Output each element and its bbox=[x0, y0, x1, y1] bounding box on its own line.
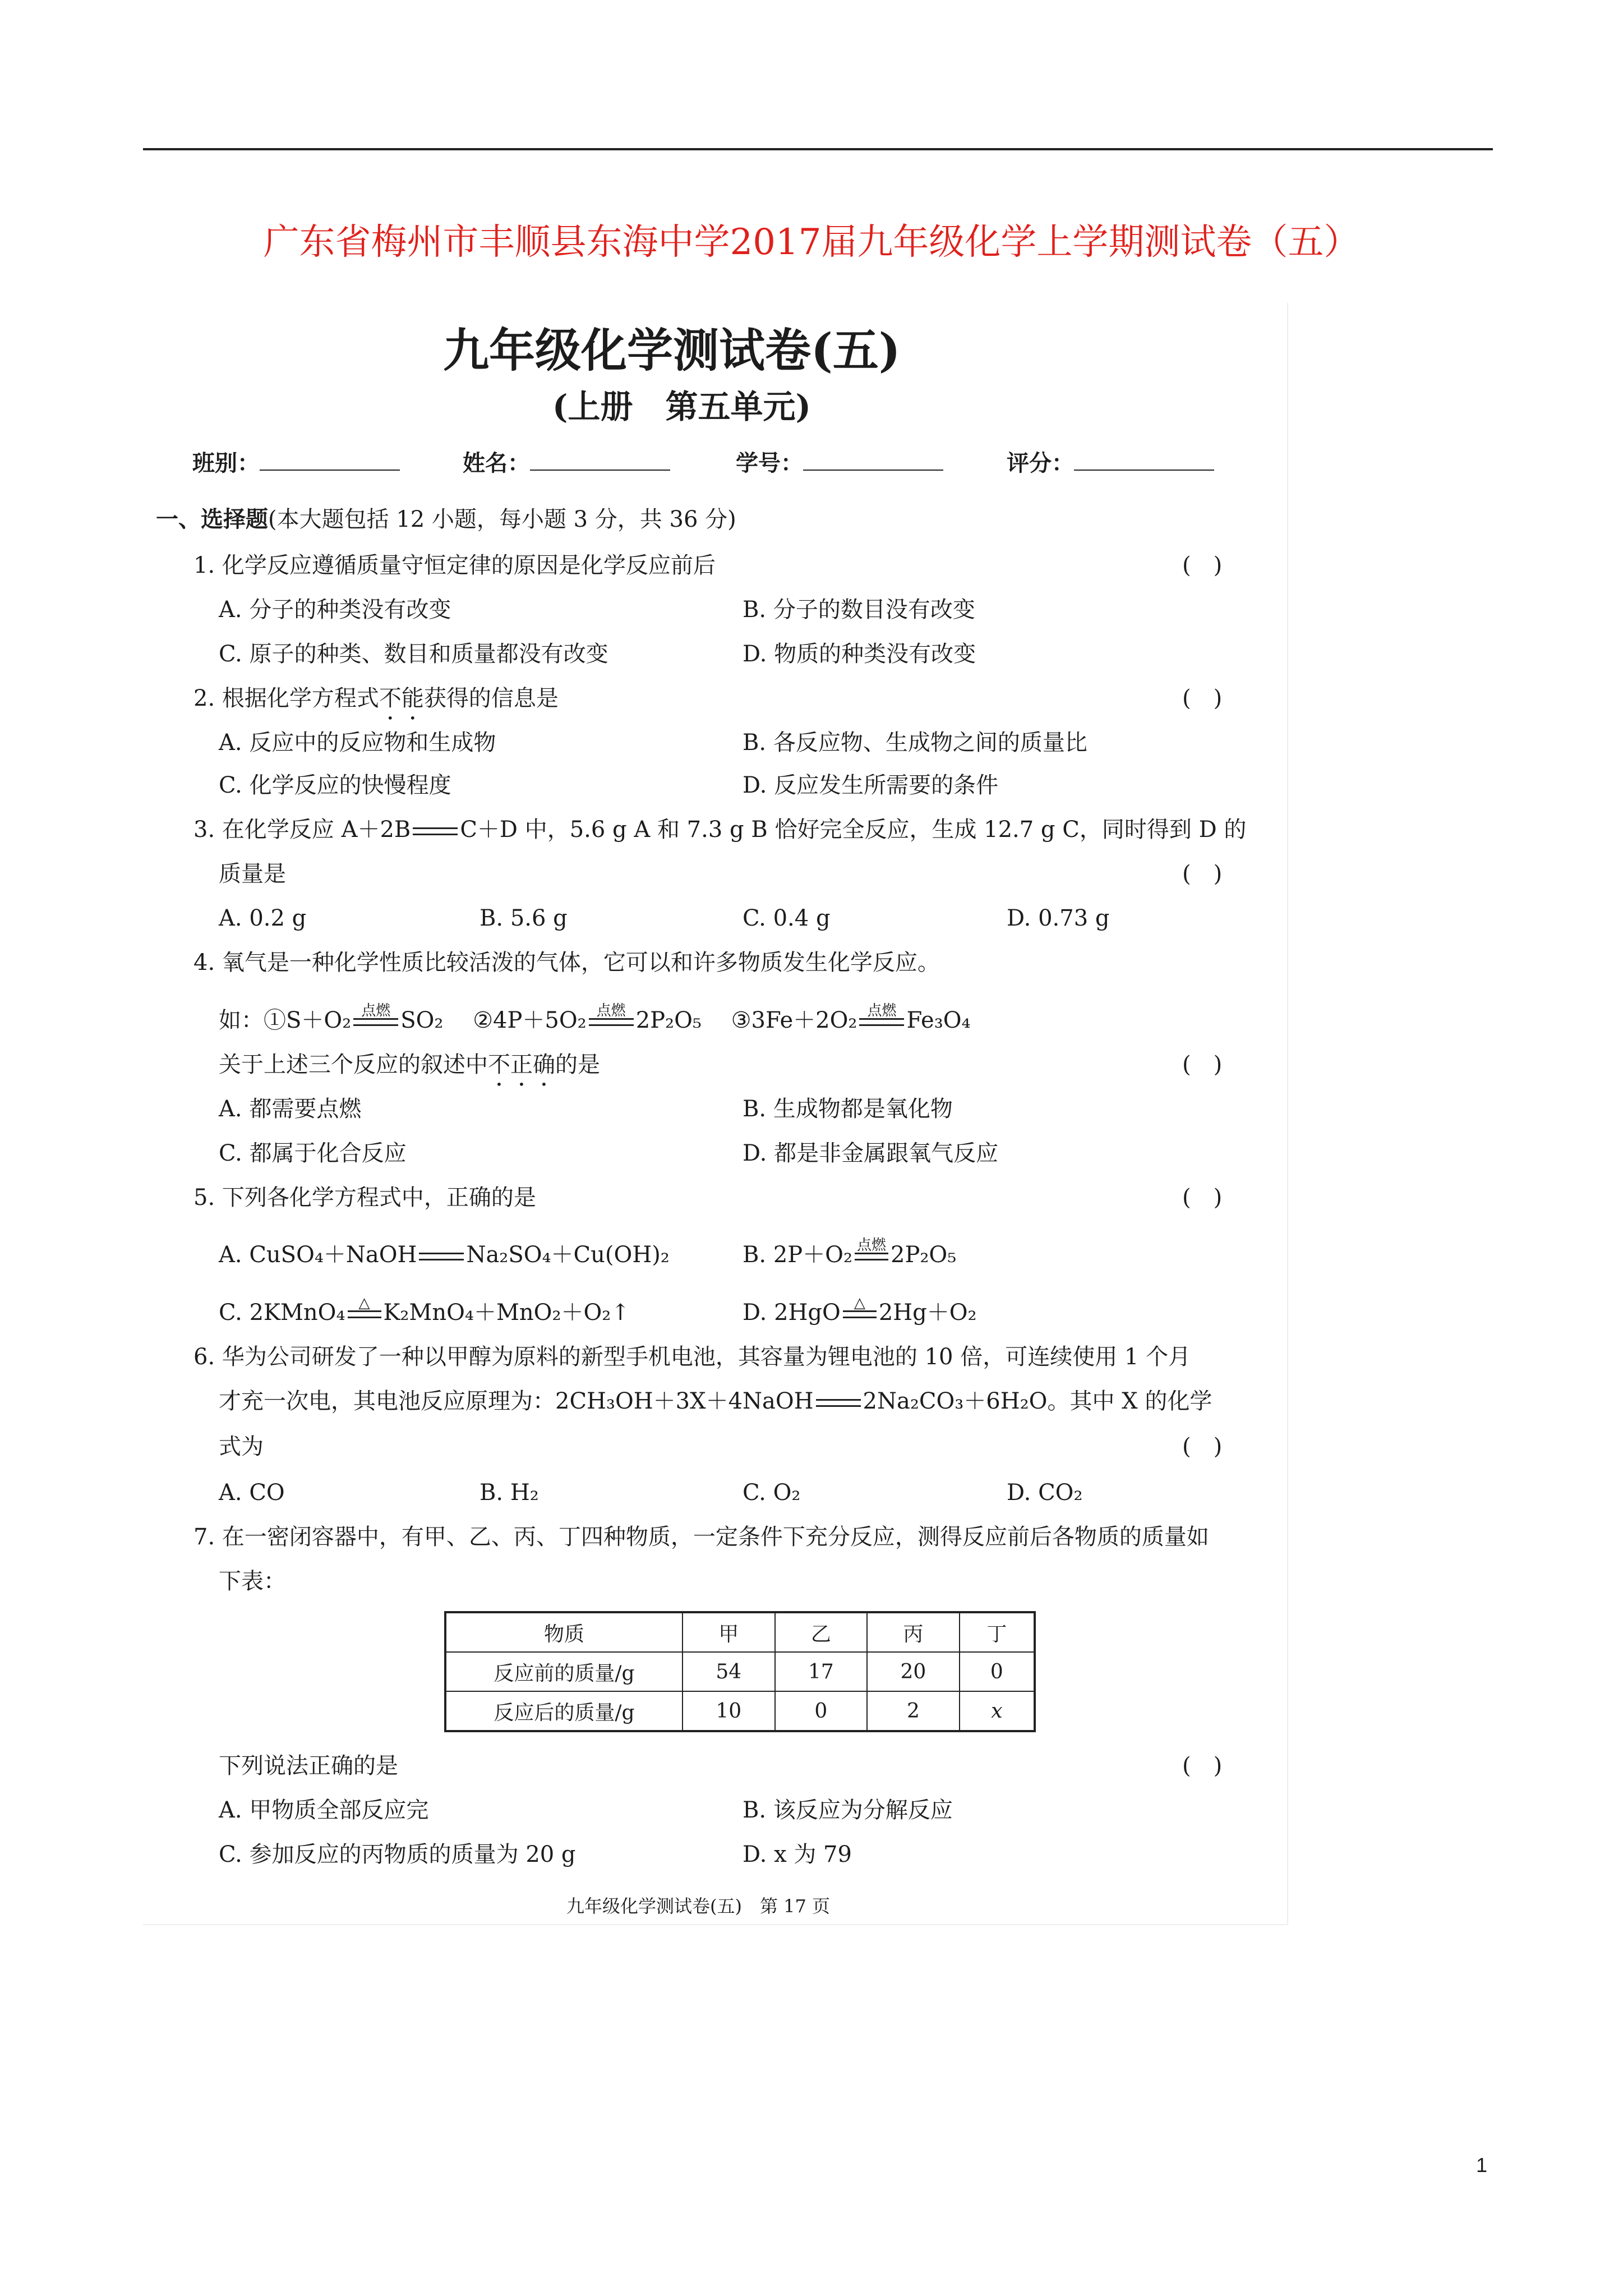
q1-option-a: A. 分子的种类没有改变 bbox=[219, 597, 451, 623]
answer-paren[interactable]: ( ) bbox=[1182, 553, 1223, 578]
eq-right: 2Hg＋O₂ bbox=[878, 1300, 977, 1326]
answer-paren[interactable]: ( ) bbox=[1182, 1434, 1223, 1460]
equals-sign bbox=[859, 1002, 904, 1026]
q2-option-b: B. 各反应物、生成物之间的质量比 bbox=[743, 730, 1087, 756]
field-score[interactable] bbox=[1007, 449, 1214, 477]
field-class[interactable] bbox=[192, 449, 400, 477]
condition-label: 点燃 bbox=[867, 1002, 897, 1019]
table-cell: 2 bbox=[867, 1691, 960, 1731]
answer-paren[interactable]: ( ) bbox=[1182, 861, 1223, 887]
q6-option-a: A. CO bbox=[219, 1480, 285, 1506]
emphasis-text: 不能 bbox=[379, 685, 424, 711]
document-title: 广东省梅州市丰顺县东海中学2017届九年级化学上学期测试卷（五） bbox=[263, 222, 1360, 263]
q2-option-c: C. 化学反应的快慢程度 bbox=[219, 772, 451, 798]
q4-option-a: A. 都需要点燃 bbox=[219, 1096, 362, 1122]
q6-stem-cont bbox=[219, 1387, 1212, 1415]
q2-stem bbox=[193, 684, 559, 725]
q1-stem: 1. 化学反应遵循质量守恒定律的原因是化学反应前后 bbox=[193, 553, 716, 578]
eq-left: D. 2HgO bbox=[743, 1300, 841, 1326]
table-cell: 17 bbox=[775, 1652, 868, 1691]
eq-left: C. 2KMnO₄ bbox=[219, 1300, 345, 1326]
stem-text: 获得的信息是 bbox=[423, 685, 559, 711]
q6-stem-cont2: 式为 bbox=[219, 1434, 264, 1460]
heat-symbol: △ bbox=[854, 1295, 865, 1312]
eq-left: B. 2P＋O₂ bbox=[743, 1242, 853, 1268]
mass-table bbox=[444, 1611, 1036, 1732]
equals-sign bbox=[353, 1002, 398, 1026]
answer-paren[interactable]: ( ) bbox=[1182, 1185, 1223, 1211]
q2-option-d: D. 反应发生所需要的条件 bbox=[743, 772, 999, 798]
table-cell: 0 bbox=[775, 1691, 868, 1731]
paper-title: 九年级化学测试卷(五) bbox=[443, 324, 901, 378]
q4-stem-cont bbox=[219, 1051, 600, 1091]
stem-text: C＋D 中，5.6 g A 和 7.3 g B 恰好完全反应，生成 12.7 g C，同时得到 D 的 bbox=[460, 817, 1247, 843]
q4-option-c: C. 都属于化合反应 bbox=[219, 1140, 407, 1166]
field-name[interactable] bbox=[463, 449, 670, 477]
table-header: 丙 bbox=[867, 1612, 960, 1652]
condition-label: 点燃 bbox=[361, 1002, 391, 1019]
section-heading bbox=[156, 505, 736, 533]
q6-stem: 6. 华为公司研发了一种以甲醇为原料的新型手机电池，其容量为锂电池的 10 倍，可连续使用 1 个月 bbox=[193, 1344, 1191, 1370]
eq-left: A. CuSO₄＋NaOH bbox=[219, 1242, 417, 1268]
eq-right: K₂MnO₄＋MnO₂＋O₂↑ bbox=[383, 1300, 630, 1326]
equals-sign bbox=[855, 1237, 888, 1260]
table-cell: 反应前的质量/g bbox=[445, 1652, 683, 1691]
q1-option-b: B. 分子的数目没有改变 bbox=[743, 597, 975, 623]
page-number: 1 bbox=[1476, 2154, 1488, 2177]
q4-equations bbox=[219, 1002, 971, 1034]
table-header-row bbox=[445, 1612, 1035, 1652]
table-cell: 10 bbox=[683, 1691, 775, 1731]
table-cell: x bbox=[960, 1691, 1035, 1731]
field-id[interactable] bbox=[736, 449, 943, 477]
eq3-left: ③3Fe＋2O₂ bbox=[731, 1007, 857, 1033]
q5-option-c bbox=[219, 1295, 630, 1327]
equals-sign bbox=[413, 827, 458, 835]
equals-sign bbox=[589, 1002, 634, 1026]
q4-option-b: B. 生成物都是氧化物 bbox=[743, 1096, 953, 1122]
eq1-right: SO₂ bbox=[400, 1007, 444, 1033]
q1-option-c: C. 原子的种类、数目和质量都没有改变 bbox=[219, 641, 608, 667]
q7-option-c: C. 参加反应的丙物质的质量为 20 g bbox=[219, 1842, 576, 1867]
eq-intro: 如： bbox=[219, 1007, 264, 1033]
condition-label: 点燃 bbox=[857, 1237, 887, 1254]
eq-right: Na₂SO₄＋Cu(OH)₂ bbox=[466, 1242, 670, 1268]
q7-option-d: D. x 为 79 bbox=[743, 1842, 852, 1867]
q7-option-b: B. 该反应为分解反应 bbox=[743, 1797, 953, 1823]
q5-stem: 5. 下列各化学方程式中，正确的是 bbox=[193, 1185, 536, 1211]
q3-option-a: A. 0.2 g bbox=[219, 905, 307, 931]
q6-option-b: B. H₂ bbox=[479, 1480, 539, 1506]
equals-sign bbox=[843, 1295, 877, 1318]
field-label: 评分： bbox=[1007, 450, 1074, 476]
q5-option-d bbox=[743, 1295, 977, 1327]
table-cell: 54 bbox=[683, 1652, 775, 1691]
q3-stem-cont: 质量是 bbox=[219, 861, 286, 887]
section-label: 一、选择题 bbox=[156, 506, 268, 532]
stem-text: 2Na₂CO₃＋6H₂O。其中 X 的化学 bbox=[863, 1388, 1212, 1414]
q3-option-b: B. 5.6 g bbox=[479, 905, 568, 931]
top-rule bbox=[143, 148, 1493, 150]
eq2-right: 2P₂O₅ bbox=[635, 1007, 702, 1033]
stem-text: 3. 在化学反应 A＋2B bbox=[193, 817, 411, 843]
equals-sign bbox=[348, 1295, 381, 1318]
q6-option-d: D. CO₂ bbox=[1007, 1480, 1083, 1506]
stem-text: 关于上述三个反应的叙述中 bbox=[219, 1052, 488, 1078]
q7-option-a: A. 甲物质全部反应完 bbox=[219, 1797, 429, 1823]
table-cell: 20 bbox=[867, 1652, 960, 1691]
q3-stem bbox=[193, 816, 1246, 844]
paper-subtitle: (上册 第五单元) bbox=[552, 388, 811, 426]
field-label: 班别： bbox=[192, 450, 260, 476]
q3-option-d: D. 0.73 g bbox=[1007, 905, 1110, 931]
section-note: (本大题包括 12 小题，每小题 3 分，共 36 分) bbox=[268, 507, 736, 532]
answer-paren[interactable]: ( ) bbox=[1182, 1753, 1223, 1779]
q5-option-a bbox=[219, 1241, 670, 1269]
q7-stem: 7. 在一密闭容器中，有甲、乙、丙、丁四种物质，一定条件下充分反应，测得反应前后各物质的质量如 bbox=[193, 1524, 1209, 1550]
stem-text: 的是 bbox=[555, 1052, 600, 1078]
answer-paren[interactable]: ( ) bbox=[1182, 1052, 1223, 1078]
q7-question: 下列说法正确的是 bbox=[219, 1753, 398, 1779]
eq3-right: Fe₃O₄ bbox=[906, 1007, 971, 1033]
table-cell: 0 bbox=[960, 1652, 1035, 1691]
q6-option-c: C. O₂ bbox=[743, 1480, 801, 1506]
table-header: 乙 bbox=[775, 1612, 868, 1652]
q7-stem-cont: 下表： bbox=[219, 1568, 286, 1594]
table-cell: 反应后的质量/g bbox=[445, 1691, 683, 1731]
table-row bbox=[445, 1652, 1035, 1691]
emphasis-text: 不正确 bbox=[488, 1052, 555, 1078]
q2-option-a: A. 反应中的反应物和生成物 bbox=[219, 730, 496, 756]
q4-stem: 4. 氧气是一种化学性质比较活泼的气体，它可以和许多物质发生化学反应。 bbox=[193, 950, 940, 976]
field-label: 姓名： bbox=[463, 450, 530, 476]
eq1-left: ①S＋O₂ bbox=[264, 1007, 352, 1033]
equals-sign bbox=[419, 1253, 464, 1260]
q3-option-c: C. 0.4 g bbox=[743, 905, 831, 931]
q5-option-b bbox=[743, 1237, 957, 1269]
page-footer: 九年级化学测试卷(五) 第 17 页 bbox=[566, 1895, 831, 1917]
heat-symbol: △ bbox=[358, 1295, 370, 1312]
table-header: 丁 bbox=[960, 1612, 1035, 1652]
answer-paren[interactable]: ( ) bbox=[1182, 685, 1223, 711]
eq-right: 2P₂O₅ bbox=[891, 1242, 957, 1268]
eq2-left: ②4P＋5O₂ bbox=[473, 1007, 587, 1033]
stem-text: 才充一次电，其电池反应原理为：2CH₃OH＋3X＋4NaOH bbox=[219, 1388, 814, 1414]
equals-sign bbox=[816, 1399, 861, 1407]
q4-option-d: D. 都是非金属跟氧气反应 bbox=[743, 1140, 999, 1166]
stem-text: 2. 根据化学方程式 bbox=[193, 685, 379, 711]
condition-label: 点燃 bbox=[596, 1002, 626, 1019]
table-row bbox=[445, 1691, 1035, 1731]
field-label: 学号： bbox=[736, 450, 803, 476]
table-header: 甲 bbox=[683, 1612, 775, 1652]
table-header: 物质 bbox=[445, 1612, 683, 1652]
q1-option-d: D. 物质的种类没有改变 bbox=[743, 641, 976, 667]
